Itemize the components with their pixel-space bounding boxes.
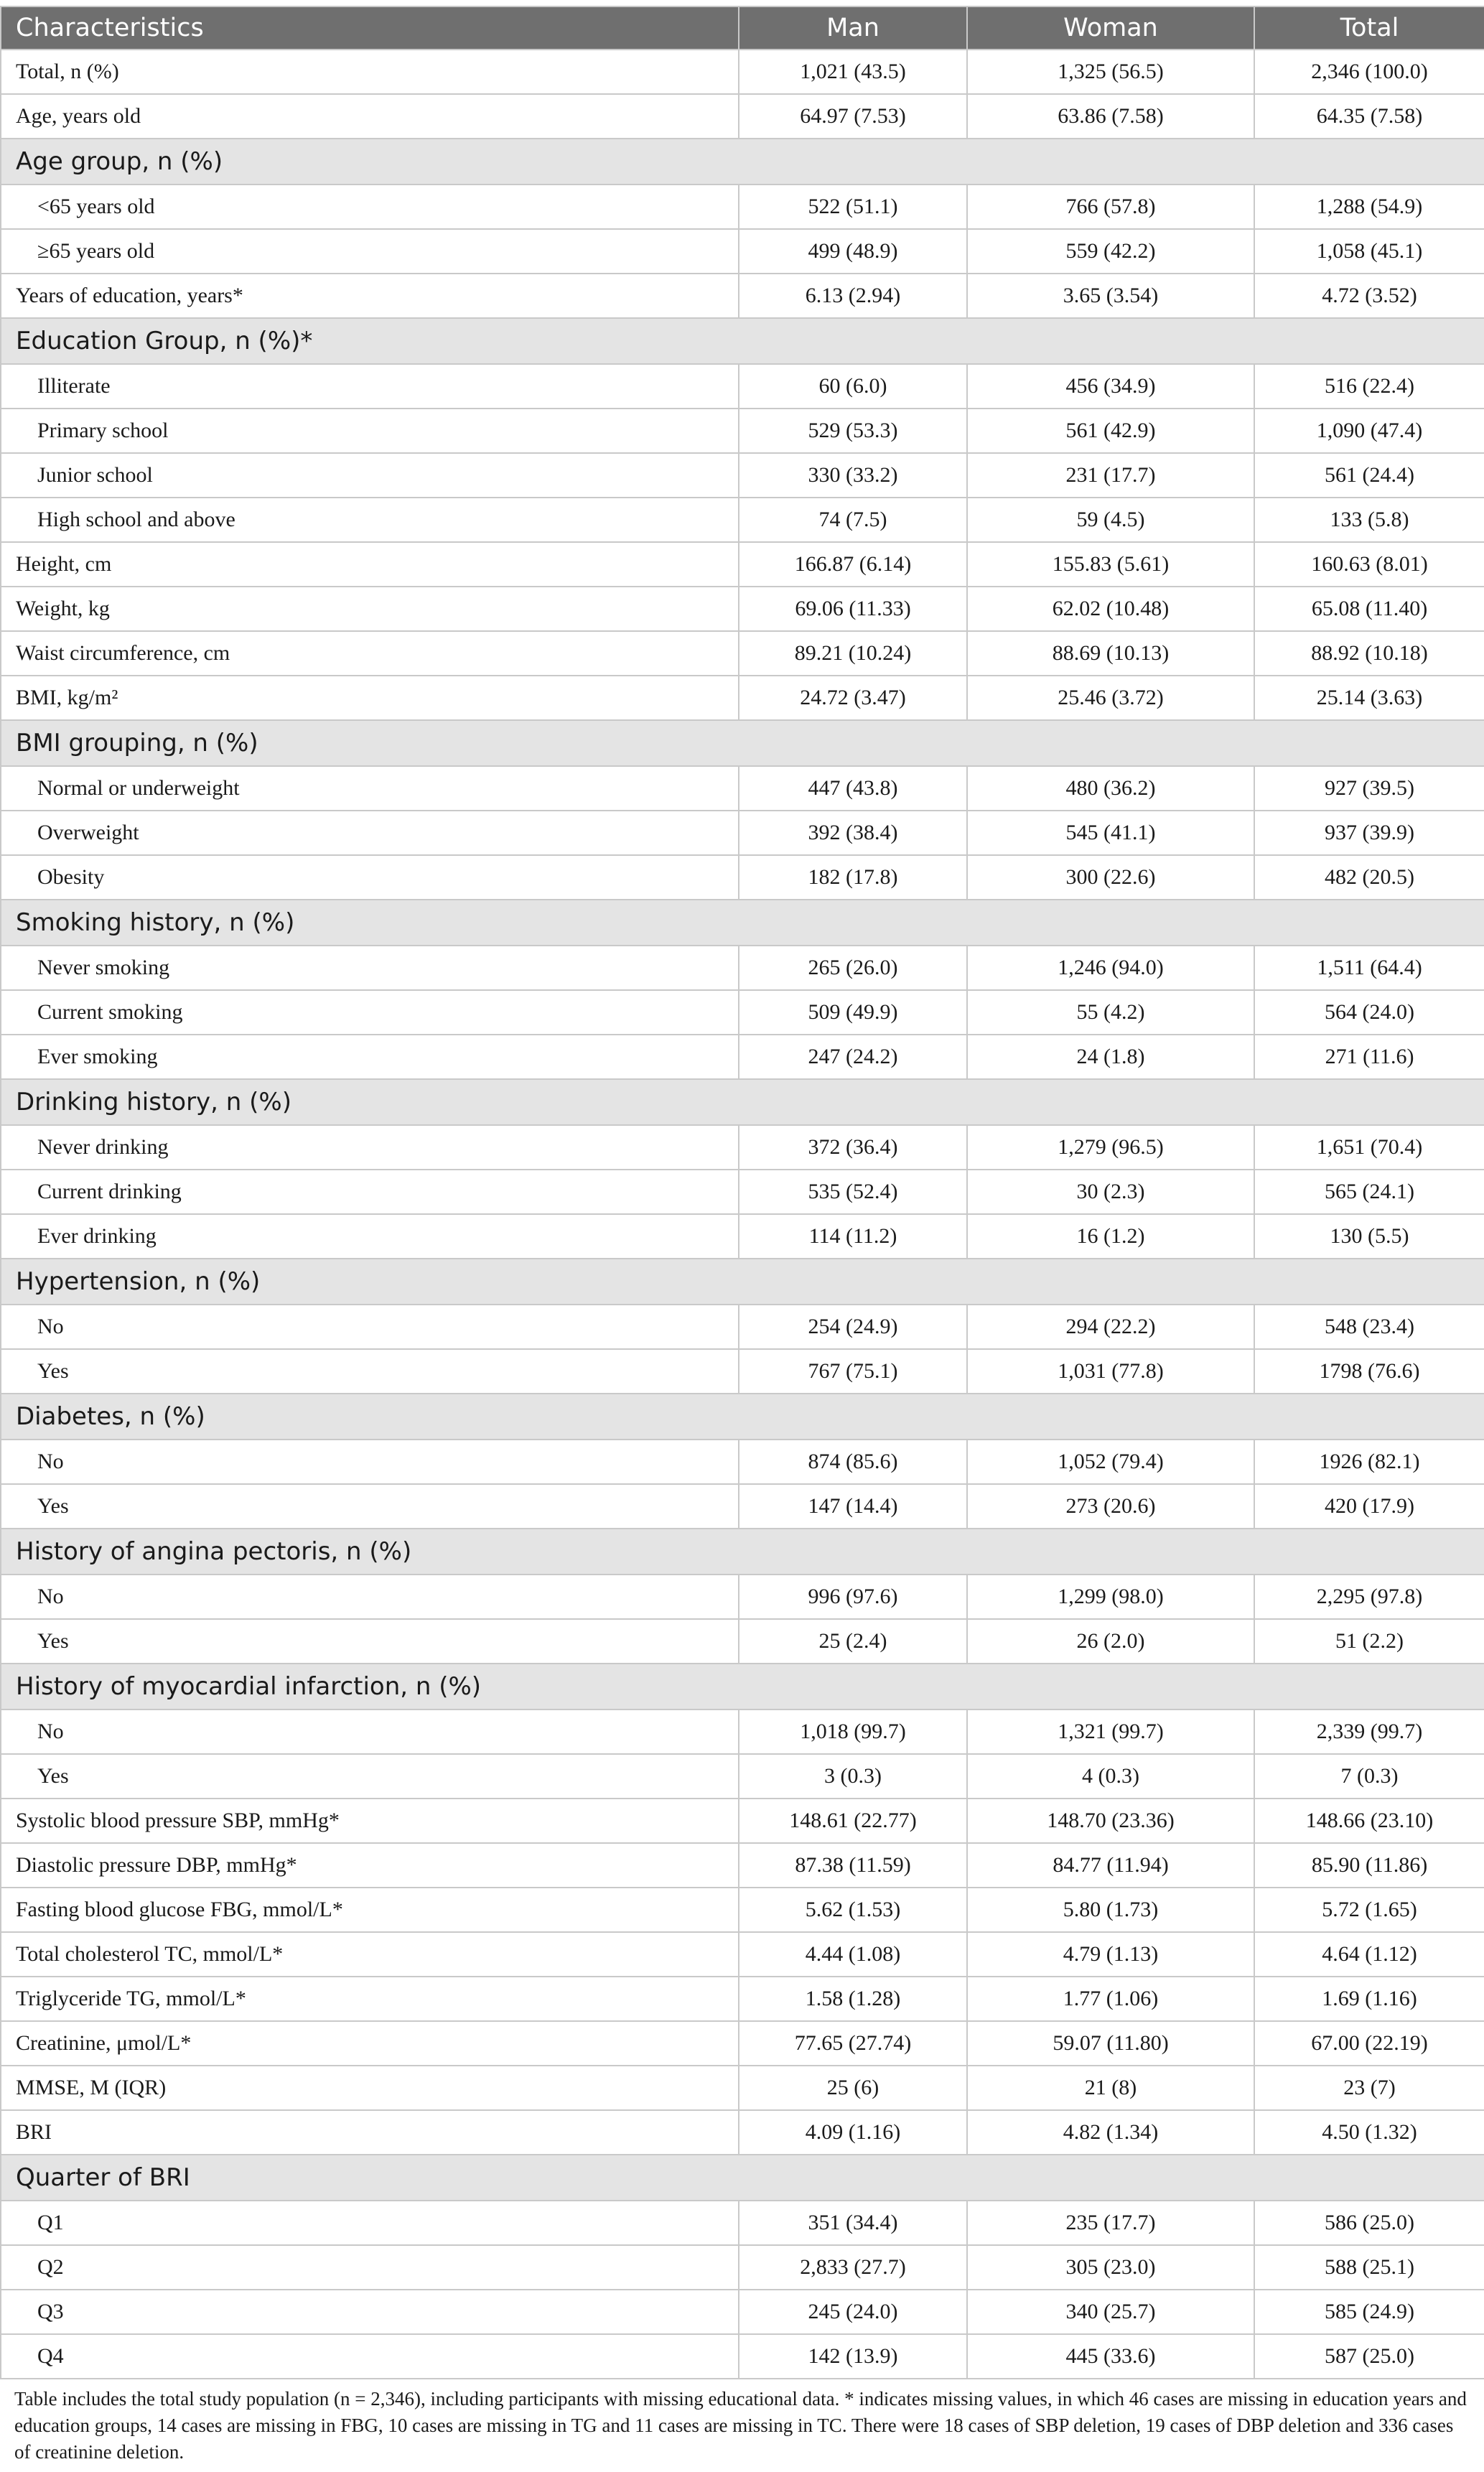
- row-label: Q2: [1, 2245, 739, 2290]
- table-row: [1, 1575, 1484, 1619]
- row-label: BMI, kg/m²: [1, 676, 739, 720]
- cell-woman: 88.69 (10.13): [967, 631, 1254, 676]
- header-total: Total: [1254, 6, 1484, 50]
- row-label: Current smoking: [1, 990, 739, 1035]
- table-row: [1, 990, 1484, 1035]
- cell-man: 77.65 (27.74): [739, 2021, 967, 2066]
- cell-man: 1,021 (43.5): [739, 50, 967, 94]
- row-label: Yes: [1, 1484, 739, 1529]
- cell-woman: 62.02 (10.48): [967, 587, 1254, 631]
- row-label: ≥65 years old: [1, 229, 739, 274]
- cell-man: 142 (13.9): [739, 2334, 967, 2379]
- cell-woman: 445 (33.6): [967, 2334, 1254, 2379]
- cell-woman: 231 (17.7): [967, 453, 1254, 498]
- group-label: Age group, n (%): [1, 139, 1484, 185]
- row-label: Ever smoking: [1, 1035, 739, 1079]
- row-label: Q4: [1, 2334, 739, 2379]
- characteristics-table: [0, 6, 1484, 2379]
- row-label: Triglyceride TG, mmol/L*: [1, 1977, 739, 2021]
- table-row: [1, 2021, 1484, 2066]
- cell-man: 767 (75.1): [739, 1349, 967, 1394]
- table-row: [1, 1888, 1484, 1932]
- row-label: Q1: [1, 2201, 739, 2245]
- row-label: Weight, kg: [1, 587, 739, 631]
- row-label: High school and above: [1, 498, 739, 542]
- cell-total: 548 (23.4): [1254, 1305, 1484, 1349]
- row-label: Fasting blood glucose FBG, mmol/L*: [1, 1888, 739, 1932]
- cell-woman: 55 (4.2): [967, 990, 1254, 1035]
- row-label: Obesity: [1, 855, 739, 900]
- cell-man: 25 (6): [739, 2066, 967, 2110]
- row-label: Total cholesterol TC, mmol/L*: [1, 1932, 739, 1977]
- cell-total: 587 (25.0): [1254, 2334, 1484, 2379]
- table-row: [1, 1170, 1484, 1214]
- cell-woman: 1.77 (1.06): [967, 1977, 1254, 2021]
- cell-woman: 480 (36.2): [967, 766, 1254, 811]
- cell-woman: 84.77 (11.94): [967, 1843, 1254, 1888]
- cell-total: 148.66 (23.10): [1254, 1799, 1484, 1843]
- table-row: [1, 1754, 1484, 1799]
- cell-man: 147 (14.4): [739, 1484, 967, 1529]
- table-row: [1, 229, 1484, 274]
- cell-total: 561 (24.4): [1254, 453, 1484, 498]
- row-label: Waist circumference, cm: [1, 631, 739, 676]
- table-row: [1, 2245, 1484, 2290]
- table-row: [1, 94, 1484, 139]
- cell-total: 25.14 (3.63): [1254, 676, 1484, 720]
- cell-woman: 155.83 (5.61): [967, 542, 1254, 587]
- row-label: MMSE, M (IQR): [1, 2066, 739, 2110]
- table-row: [1, 1619, 1484, 1664]
- cell-woman: 4.82 (1.34): [967, 2110, 1254, 2155]
- table-row: [1, 2290, 1484, 2334]
- table-row: [1, 1440, 1484, 1484]
- cell-total: 160.63 (8.01): [1254, 542, 1484, 587]
- cell-woman: 21 (8): [967, 2066, 1254, 2110]
- row-label: Overweight: [1, 811, 739, 855]
- table-row: [1, 2066, 1484, 2110]
- group-label: Education Group, n (%)*: [1, 318, 1484, 364]
- cell-man: 265 (26.0): [739, 946, 967, 990]
- cell-total: 2,346 (100.0): [1254, 50, 1484, 94]
- group-header-row: [1, 900, 1484, 946]
- cell-total: 1,288 (54.9): [1254, 185, 1484, 229]
- row-label: Systolic blood pressure SBP, mmHg*: [1, 1799, 739, 1843]
- cell-man: 87.38 (11.59): [739, 1843, 967, 1888]
- table-row: [1, 2334, 1484, 2379]
- group-label: History of myocardial infarction, n (%): [1, 1664, 1484, 1710]
- cell-man: 1,018 (99.7): [739, 1710, 967, 1754]
- cell-woman: 4 (0.3): [967, 1754, 1254, 1799]
- cell-man: 499 (48.9): [739, 229, 967, 274]
- group-label: Diabetes, n (%): [1, 1394, 1484, 1440]
- table-row: [1, 946, 1484, 990]
- header-woman: Woman: [967, 6, 1254, 50]
- row-label: Junior school: [1, 453, 739, 498]
- cell-woman: 273 (20.6): [967, 1484, 1254, 1529]
- cell-total: 85.90 (11.86): [1254, 1843, 1484, 1888]
- row-label: Never drinking: [1, 1125, 739, 1170]
- cell-total: 4.64 (1.12): [1254, 1932, 1484, 1977]
- row-label: No: [1, 1575, 739, 1619]
- cell-man: 4.09 (1.16): [739, 2110, 967, 2155]
- cell-man: 166.87 (6.14): [739, 542, 967, 587]
- cell-man: 148.61 (22.77): [739, 1799, 967, 1843]
- row-label: Height, cm: [1, 542, 739, 587]
- group-header-row: [1, 139, 1484, 185]
- row-label: Diastolic pressure DBP, mmHg*: [1, 1843, 739, 1888]
- cell-woman: 561 (42.9): [967, 409, 1254, 453]
- table-row: [1, 364, 1484, 409]
- row-label: No: [1, 1710, 739, 1754]
- table-row: [1, 1484, 1484, 1529]
- cell-woman: 16 (1.2): [967, 1214, 1254, 1259]
- cell-man: 24.72 (3.47): [739, 676, 967, 720]
- cell-total: 2,339 (99.7): [1254, 1710, 1484, 1754]
- cell-woman: 1,325 (56.5): [967, 50, 1254, 94]
- cell-total: 51 (2.2): [1254, 1619, 1484, 1664]
- cell-total: 420 (17.9): [1254, 1484, 1484, 1529]
- cell-total: 4.72 (3.52): [1254, 274, 1484, 318]
- cell-woman: 300 (22.6): [967, 855, 1254, 900]
- table-row: [1, 2201, 1484, 2245]
- cell-woman: 4.79 (1.13): [967, 1932, 1254, 1977]
- group-header-row: [1, 2155, 1484, 2201]
- cell-total: 585 (24.9): [1254, 2290, 1484, 2334]
- table-row: [1, 676, 1484, 720]
- cell-man: 254 (24.9): [739, 1305, 967, 1349]
- cell-man: 535 (52.4): [739, 1170, 967, 1214]
- cell-woman: 1,279 (96.5): [967, 1125, 1254, 1170]
- group-header-row: [1, 1394, 1484, 1440]
- cell-woman: 235 (17.7): [967, 2201, 1254, 2245]
- row-label: Yes: [1, 1619, 739, 1664]
- cell-total: 23 (7): [1254, 2066, 1484, 2110]
- table-body: [1, 50, 1484, 2379]
- cell-woman: 59 (4.5): [967, 498, 1254, 542]
- row-label: Never smoking: [1, 946, 739, 990]
- group-header-row: [1, 318, 1484, 364]
- cell-total: 1926 (82.1): [1254, 1440, 1484, 1484]
- cell-total: 564 (24.0): [1254, 990, 1484, 1035]
- cell-man: 245 (24.0): [739, 2290, 967, 2334]
- group-header-row: [1, 1529, 1484, 1575]
- cell-man: 330 (33.2): [739, 453, 967, 498]
- cell-total: 1,058 (45.1): [1254, 229, 1484, 274]
- row-label: Illiterate: [1, 364, 739, 409]
- row-label: Creatinine, μmol/L*: [1, 2021, 739, 2066]
- cell-total: 1,651 (70.4): [1254, 1125, 1484, 1170]
- header-row: [1, 6, 1484, 50]
- table-row: [1, 587, 1484, 631]
- cell-man: 74 (7.5): [739, 498, 967, 542]
- table-row: [1, 274, 1484, 318]
- group-label: Quarter of BRI: [1, 2155, 1484, 2201]
- table-row: [1, 631, 1484, 676]
- cell-man: 2,833 (27.7): [739, 2245, 967, 2290]
- cell-man: 89.21 (10.24): [739, 631, 967, 676]
- row-label: Yes: [1, 1754, 739, 1799]
- cell-total: 586 (25.0): [1254, 2201, 1484, 2245]
- table-row: [1, 1843, 1484, 1888]
- row-label: Ever drinking: [1, 1214, 739, 1259]
- cell-woman: 545 (41.1): [967, 811, 1254, 855]
- cell-man: 114 (11.2): [739, 1214, 967, 1259]
- cell-total: 516 (22.4): [1254, 364, 1484, 409]
- table-row: [1, 2110, 1484, 2155]
- cell-total: 7 (0.3): [1254, 1754, 1484, 1799]
- cell-total: 1,511 (64.4): [1254, 946, 1484, 990]
- table-row: [1, 1035, 1484, 1079]
- table-row: [1, 1710, 1484, 1754]
- cell-woman: 24 (1.8): [967, 1035, 1254, 1079]
- cell-woman: 1,246 (94.0): [967, 946, 1254, 990]
- cell-man: 25 (2.4): [739, 1619, 967, 1664]
- cell-total: 588 (25.1): [1254, 2245, 1484, 2290]
- table-row: [1, 811, 1484, 855]
- cell-man: 182 (17.8): [739, 855, 967, 900]
- cell-man: 874 (85.6): [739, 1440, 967, 1484]
- table-footnote: Table includes the total study population (n = 2,346), including participants with missing educational data. * indicates missing values, in which 46 cases are missing in education years and education groups, 14 cases are missing in FBG, 10 cases are missing in TG and 11 cases are missing in TC. There were 18 cases of SBP deletion, 19 cases of DBP deletion and 336 cases of creatinine deletion.: [14, 2388, 1467, 2463]
- row-label: Primary school: [1, 409, 739, 453]
- header-characteristics: Characteristics: [1, 6, 739, 50]
- cell-man: 3 (0.3): [739, 1754, 967, 1799]
- cell-woman: 340 (25.7): [967, 2290, 1254, 2334]
- cell-woman: 559 (42.2): [967, 229, 1254, 274]
- cell-man: 351 (34.4): [739, 2201, 967, 2245]
- cell-man: 60 (6.0): [739, 364, 967, 409]
- table-row: [1, 1977, 1484, 2021]
- cell-man: 1.58 (1.28): [739, 1977, 967, 2021]
- cell-woman: 148.70 (23.36): [967, 1799, 1254, 1843]
- cell-man: 392 (38.4): [739, 811, 967, 855]
- cell-man: 69.06 (11.33): [739, 587, 967, 631]
- cell-man: 247 (24.2): [739, 1035, 967, 1079]
- cell-man: 509 (49.9): [739, 990, 967, 1035]
- table-row: [1, 409, 1484, 453]
- table-row: [1, 1932, 1484, 1977]
- cell-man: 996 (97.6): [739, 1575, 967, 1619]
- cell-man: 6.13 (2.94): [739, 274, 967, 318]
- cell-total: 65.08 (11.40): [1254, 587, 1484, 631]
- cell-total: 133 (5.8): [1254, 498, 1484, 542]
- row-label: No: [1, 1305, 739, 1349]
- row-label: Age, years old: [1, 94, 739, 139]
- cell-total: 130 (5.5): [1254, 1214, 1484, 1259]
- table-container: [0, 6, 1484, 2379]
- cell-woman: 1,299 (98.0): [967, 1575, 1254, 1619]
- row-label: Current drinking: [1, 1170, 739, 1214]
- group-label: Smoking history, n (%): [1, 900, 1484, 946]
- group-label: Drinking history, n (%): [1, 1079, 1484, 1125]
- row-label: Normal or underweight: [1, 766, 739, 811]
- group-header-row: [1, 1259, 1484, 1305]
- cell-total: 1.69 (1.16): [1254, 1977, 1484, 2021]
- group-header-row: [1, 1664, 1484, 1710]
- cell-woman: 1,052 (79.4): [967, 1440, 1254, 1484]
- header-man: Man: [739, 6, 967, 50]
- row-label: Total, n (%): [1, 50, 739, 94]
- cell-total: 482 (20.5): [1254, 855, 1484, 900]
- cell-woman: 5.80 (1.73): [967, 1888, 1254, 1932]
- table-row: [1, 1799, 1484, 1843]
- cell-man: 522 (51.1): [739, 185, 967, 229]
- cell-total: 67.00 (22.19): [1254, 2021, 1484, 2066]
- cell-total: 271 (11.6): [1254, 1035, 1484, 1079]
- cell-man: 529 (53.3): [739, 409, 967, 453]
- table-row: [1, 453, 1484, 498]
- group-header-row: [1, 720, 1484, 766]
- cell-woman: 1,031 (77.8): [967, 1349, 1254, 1394]
- cell-man: 64.97 (7.53): [739, 94, 967, 139]
- cell-woman: 59.07 (11.80): [967, 2021, 1254, 2066]
- table-row: [1, 1214, 1484, 1259]
- cell-woman: 63.86 (7.58): [967, 94, 1254, 139]
- group-header-row: [1, 1079, 1484, 1125]
- row-label: <65 years old: [1, 185, 739, 229]
- row-label: Yes: [1, 1349, 739, 1394]
- table-row: [1, 50, 1484, 94]
- cell-woman: 3.65 (3.54): [967, 274, 1254, 318]
- cell-man: 4.44 (1.08): [739, 1932, 967, 1977]
- cell-total: 937 (39.9): [1254, 811, 1484, 855]
- table-row: [1, 1349, 1484, 1394]
- table-row: [1, 185, 1484, 229]
- row-label: BRI: [1, 2110, 739, 2155]
- group-label: History of angina pectoris, n (%): [1, 1529, 1484, 1575]
- table-row: [1, 542, 1484, 587]
- cell-total: 5.72 (1.65): [1254, 1888, 1484, 1932]
- table-row: [1, 498, 1484, 542]
- cell-total: 88.92 (10.18): [1254, 631, 1484, 676]
- cell-woman: 30 (2.3): [967, 1170, 1254, 1214]
- cell-total: 1,090 (47.4): [1254, 409, 1484, 453]
- row-label: Q3: [1, 2290, 739, 2334]
- cell-total: 4.50 (1.32): [1254, 2110, 1484, 2155]
- cell-total: 64.35 (7.58): [1254, 94, 1484, 139]
- table-row: [1, 766, 1484, 811]
- row-label: Years of education, years*: [1, 274, 739, 318]
- cell-woman: 1,321 (99.7): [967, 1710, 1254, 1754]
- table-row: [1, 855, 1484, 900]
- cell-man: 447 (43.8): [739, 766, 967, 811]
- cell-man: 372 (36.4): [739, 1125, 967, 1170]
- cell-woman: 25.46 (3.72): [967, 676, 1254, 720]
- cell-woman: 26 (2.0): [967, 1619, 1254, 1664]
- row-label: No: [1, 1440, 739, 1484]
- cell-total: 2,295 (97.8): [1254, 1575, 1484, 1619]
- table-row: [1, 1305, 1484, 1349]
- group-label: Hypertension, n (%): [1, 1259, 1484, 1305]
- cell-woman: 766 (57.8): [967, 185, 1254, 229]
- cell-woman: 294 (22.2): [967, 1305, 1254, 1349]
- cell-total: 565 (24.1): [1254, 1170, 1484, 1214]
- cell-man: 5.62 (1.53): [739, 1888, 967, 1932]
- cell-total: 927 (39.5): [1254, 766, 1484, 811]
- cell-total: 1798 (76.6): [1254, 1349, 1484, 1394]
- table-row: [1, 1125, 1484, 1170]
- cell-woman: 305 (23.0): [967, 2245, 1254, 2290]
- group-label: BMI grouping, n (%): [1, 720, 1484, 766]
- cell-woman: 456 (34.9): [967, 364, 1254, 409]
